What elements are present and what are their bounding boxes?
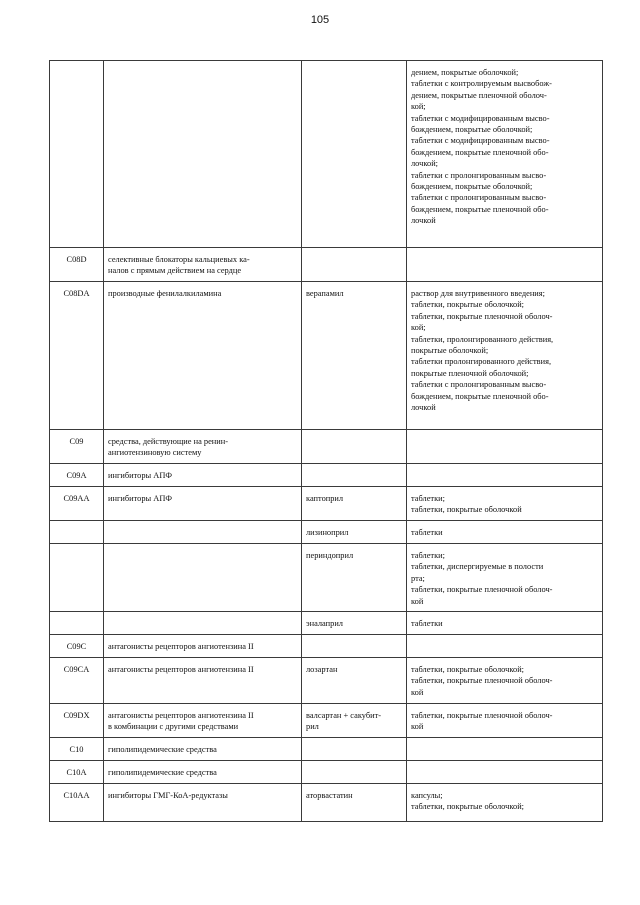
cell-line: таблетки, покрытые пленочной оболоч- — [411, 585, 553, 595]
cell-text: C09CA — [63, 665, 90, 675]
cell-line: бождением, покрытые пленочной обо- — [411, 204, 549, 214]
dosage-forms-cell — [407, 61, 603, 248]
group-name-cell — [104, 658, 302, 704]
cell-text: C09A — [66, 471, 87, 480]
group-name-cell — [104, 248, 302, 282]
substance-cell — [302, 282, 407, 430]
cell-line: таблетки; — [411, 494, 445, 503]
substance-cell — [302, 612, 407, 635]
cell-line: валсартан + сакубит- — [306, 711, 382, 721]
cell-line: раствор для внутривенного введения; — [411, 289, 545, 298]
dosage-forms-cell — [407, 738, 603, 761]
cell-line: бождением, покрытые пленочной обо- — [411, 391, 549, 401]
cell-line: дением, покрытые оболочкой; — [411, 68, 519, 77]
cell-line: покрытые оболочкой; — [411, 346, 489, 356]
cell-line: таблетки, покрытые оболочкой; — [411, 665, 525, 675]
cell-line: лочкой; — [411, 159, 439, 169]
cell-line: таблетки, покрытые пленочной оболоч- — [411, 676, 553, 686]
cell-line: таблетки — [411, 528, 443, 537]
atc-code-cell — [50, 487, 104, 521]
cell-line: таблетки, покрытые пленочной оболоч- — [411, 711, 553, 721]
cell-line: таблетки, покрытые оболочкой; — [411, 300, 525, 310]
atc-code-cell — [50, 635, 104, 658]
table-row — [50, 430, 603, 464]
atc-code-cell — [50, 738, 104, 761]
cell-line: каптоприл — [306, 494, 344, 503]
table-row — [50, 544, 603, 612]
cell-line: в комбинации с другими средствами — [108, 722, 239, 732]
cell-line: таблетки, покрытые пленочной оболоч- — [411, 311, 553, 321]
dosage-forms-cell — [407, 487, 603, 521]
cell-line: средства, действующие на ренин- — [108, 437, 229, 446]
table-row — [50, 282, 603, 430]
substance-cell — [302, 704, 407, 738]
substance-cell — [302, 61, 407, 248]
table-row — [50, 738, 603, 761]
group-name-cell — [104, 635, 302, 658]
table-row — [50, 658, 603, 704]
cell-line: ангиотензиновую систему — [108, 448, 202, 458]
cell-line: кой; — [411, 323, 426, 333]
substance-cell — [302, 464, 407, 487]
cell-line: селективные блокаторы кальциевых ка- — [108, 255, 250, 264]
cell-line: капсулы; — [411, 791, 443, 801]
group-name-cell — [104, 761, 302, 784]
table-row — [50, 635, 603, 658]
cell-line: таблетки с контролируемым высвобож- — [411, 79, 552, 89]
substance-cell — [302, 248, 407, 282]
atc-code-cell — [50, 248, 104, 282]
group-name-cell — [104, 61, 302, 248]
group-name-cell — [104, 738, 302, 761]
substance-cell — [302, 658, 407, 704]
dosage-forms-cell — [407, 464, 603, 487]
cell-line: таблетки с модифицированным высво- — [411, 136, 550, 146]
cell-line: производные фенилалкиламина — [108, 289, 222, 298]
cell-line: эналаприл — [306, 619, 343, 629]
table-row — [50, 464, 603, 487]
dosage-forms-cell — [407, 612, 603, 635]
table-row — [50, 521, 603, 544]
atc-code-cell — [50, 61, 104, 248]
cell-line: бождением, покрытые пленочной обо- — [411, 147, 549, 157]
cell-line: гиполипидемические средства — [108, 745, 217, 755]
cell-line: лочкой — [411, 403, 436, 413]
substance-cell — [302, 784, 407, 822]
cell-line: таблетки с пролонгированным высво- — [411, 380, 547, 390]
group-name-cell — [104, 612, 302, 635]
atc-code-cell — [50, 658, 104, 704]
group-name-cell — [104, 544, 302, 612]
cell-text: C10 — [69, 745, 84, 755]
dosage-forms-cell — [407, 544, 603, 612]
dosage-forms-cell — [407, 282, 603, 430]
dosage-forms-cell — [407, 521, 603, 544]
table-row — [50, 61, 603, 248]
cell-text: C09 — [69, 437, 84, 446]
cell-line: таблетки с пролонгированным высво- — [411, 170, 547, 180]
dosage-forms-cell — [407, 761, 603, 784]
cell-line: таблетки с пролонгированным высво- — [411, 193, 547, 203]
cell-text: C10AA — [63, 791, 90, 801]
dosage-forms-cell — [407, 658, 603, 704]
group-name-cell — [104, 704, 302, 738]
cell-line: лочкой — [411, 216, 436, 226]
atc-code-cell — [50, 704, 104, 738]
cell-line: таблетки, покрытые оболочкой — [411, 505, 522, 515]
atc-code-cell — [50, 784, 104, 822]
cell-line: антагонисты рецепторов ангиотензина II — [108, 642, 254, 652]
cell-text: C08DA — [63, 289, 90, 298]
substance-cell — [302, 635, 407, 658]
atc-code-cell — [50, 521, 104, 544]
cell-line: кой — [411, 722, 424, 732]
atc-code-cell — [50, 430, 104, 464]
cell-text: C09DX — [63, 711, 90, 721]
cell-line: таблетки, диспергируемые в полости — [411, 562, 544, 572]
table-row — [50, 487, 603, 521]
cell-text: C09AA — [63, 494, 90, 503]
cell-line: кой; — [411, 102, 426, 112]
cell-line: периндоприл — [306, 551, 354, 560]
cell-line: таблетки пролонгированного действия, — [411, 357, 552, 367]
cell-text: C09C — [66, 642, 87, 652]
dosage-forms-cell — [407, 784, 603, 822]
atc-code-cell — [50, 761, 104, 784]
cell-line: кой — [411, 596, 424, 606]
cell-line: таблетки с модифицированным высво- — [411, 113, 550, 123]
substance-cell — [302, 487, 407, 521]
cell-line: рта; — [411, 573, 425, 583]
cell-line: ингибиторы АПФ — [108, 471, 172, 480]
dosage-forms-cell — [407, 248, 603, 282]
cell-line: верапамил — [306, 289, 344, 298]
cell-line: антагонисты рецепторов ангиотензина II — [108, 711, 254, 721]
substance-cell — [302, 430, 407, 464]
table-row — [50, 761, 603, 784]
group-name-cell — [104, 784, 302, 822]
cell-line: таблетки, покрытые оболочкой; — [411, 802, 525, 812]
substance-cell — [302, 761, 407, 784]
cell-line: аторвастатин — [306, 791, 353, 801]
cell-line: бождением, покрытые оболочкой; — [411, 125, 533, 135]
cell-line: бождением, покрытые оболочкой; — [411, 182, 533, 192]
drug-table — [49, 60, 603, 822]
dosage-forms-cell — [407, 430, 603, 464]
cell-line: таблетки, пролонгированного действия, — [411, 334, 554, 344]
dosage-forms-cell — [407, 635, 603, 658]
cell-line: таблетки — [411, 619, 443, 629]
group-name-cell — [104, 464, 302, 487]
atc-code-cell — [50, 612, 104, 635]
group-name-cell — [104, 282, 302, 430]
cell-line: дением, покрытые пленочной оболоч- — [411, 90, 547, 100]
substance-cell — [302, 521, 407, 544]
cell-line: гиполипидемические средства — [108, 768, 217, 778]
cell-line: антагонисты рецепторов ангиотензина II — [108, 665, 254, 675]
table-row — [50, 612, 603, 635]
cell-line: налов с прямым действием на сердце — [108, 266, 242, 276]
substance-cell — [302, 544, 407, 612]
cell-line: кой — [411, 687, 424, 697]
substance-cell — [302, 738, 407, 761]
atc-code-cell — [50, 464, 104, 487]
cell-line: рил — [306, 722, 319, 732]
atc-code-cell — [50, 282, 104, 430]
table-row — [50, 784, 603, 822]
page-number: 105 — [310, 14, 330, 26]
group-name-cell — [104, 430, 302, 464]
group-name-cell — [104, 521, 302, 544]
dosage-forms-cell — [407, 704, 603, 738]
cell-line: ингибиторы ГМГ-КоА-редуктазы — [108, 791, 228, 801]
group-name-cell — [104, 487, 302, 521]
cell-line: ингибиторы АПФ — [108, 494, 172, 503]
table-row — [50, 248, 603, 282]
cell-text: C08D — [66, 255, 87, 264]
cell-line: таблетки; — [411, 551, 445, 560]
atc-code-cell — [50, 544, 104, 612]
cell-line: лозартан — [306, 665, 338, 675]
cell-line: лизиноприл — [306, 528, 349, 537]
cell-text: C10A — [66, 768, 87, 778]
cell-line: покрытые пленочной оболочкой; — [411, 368, 529, 378]
table-row — [50, 704, 603, 738]
